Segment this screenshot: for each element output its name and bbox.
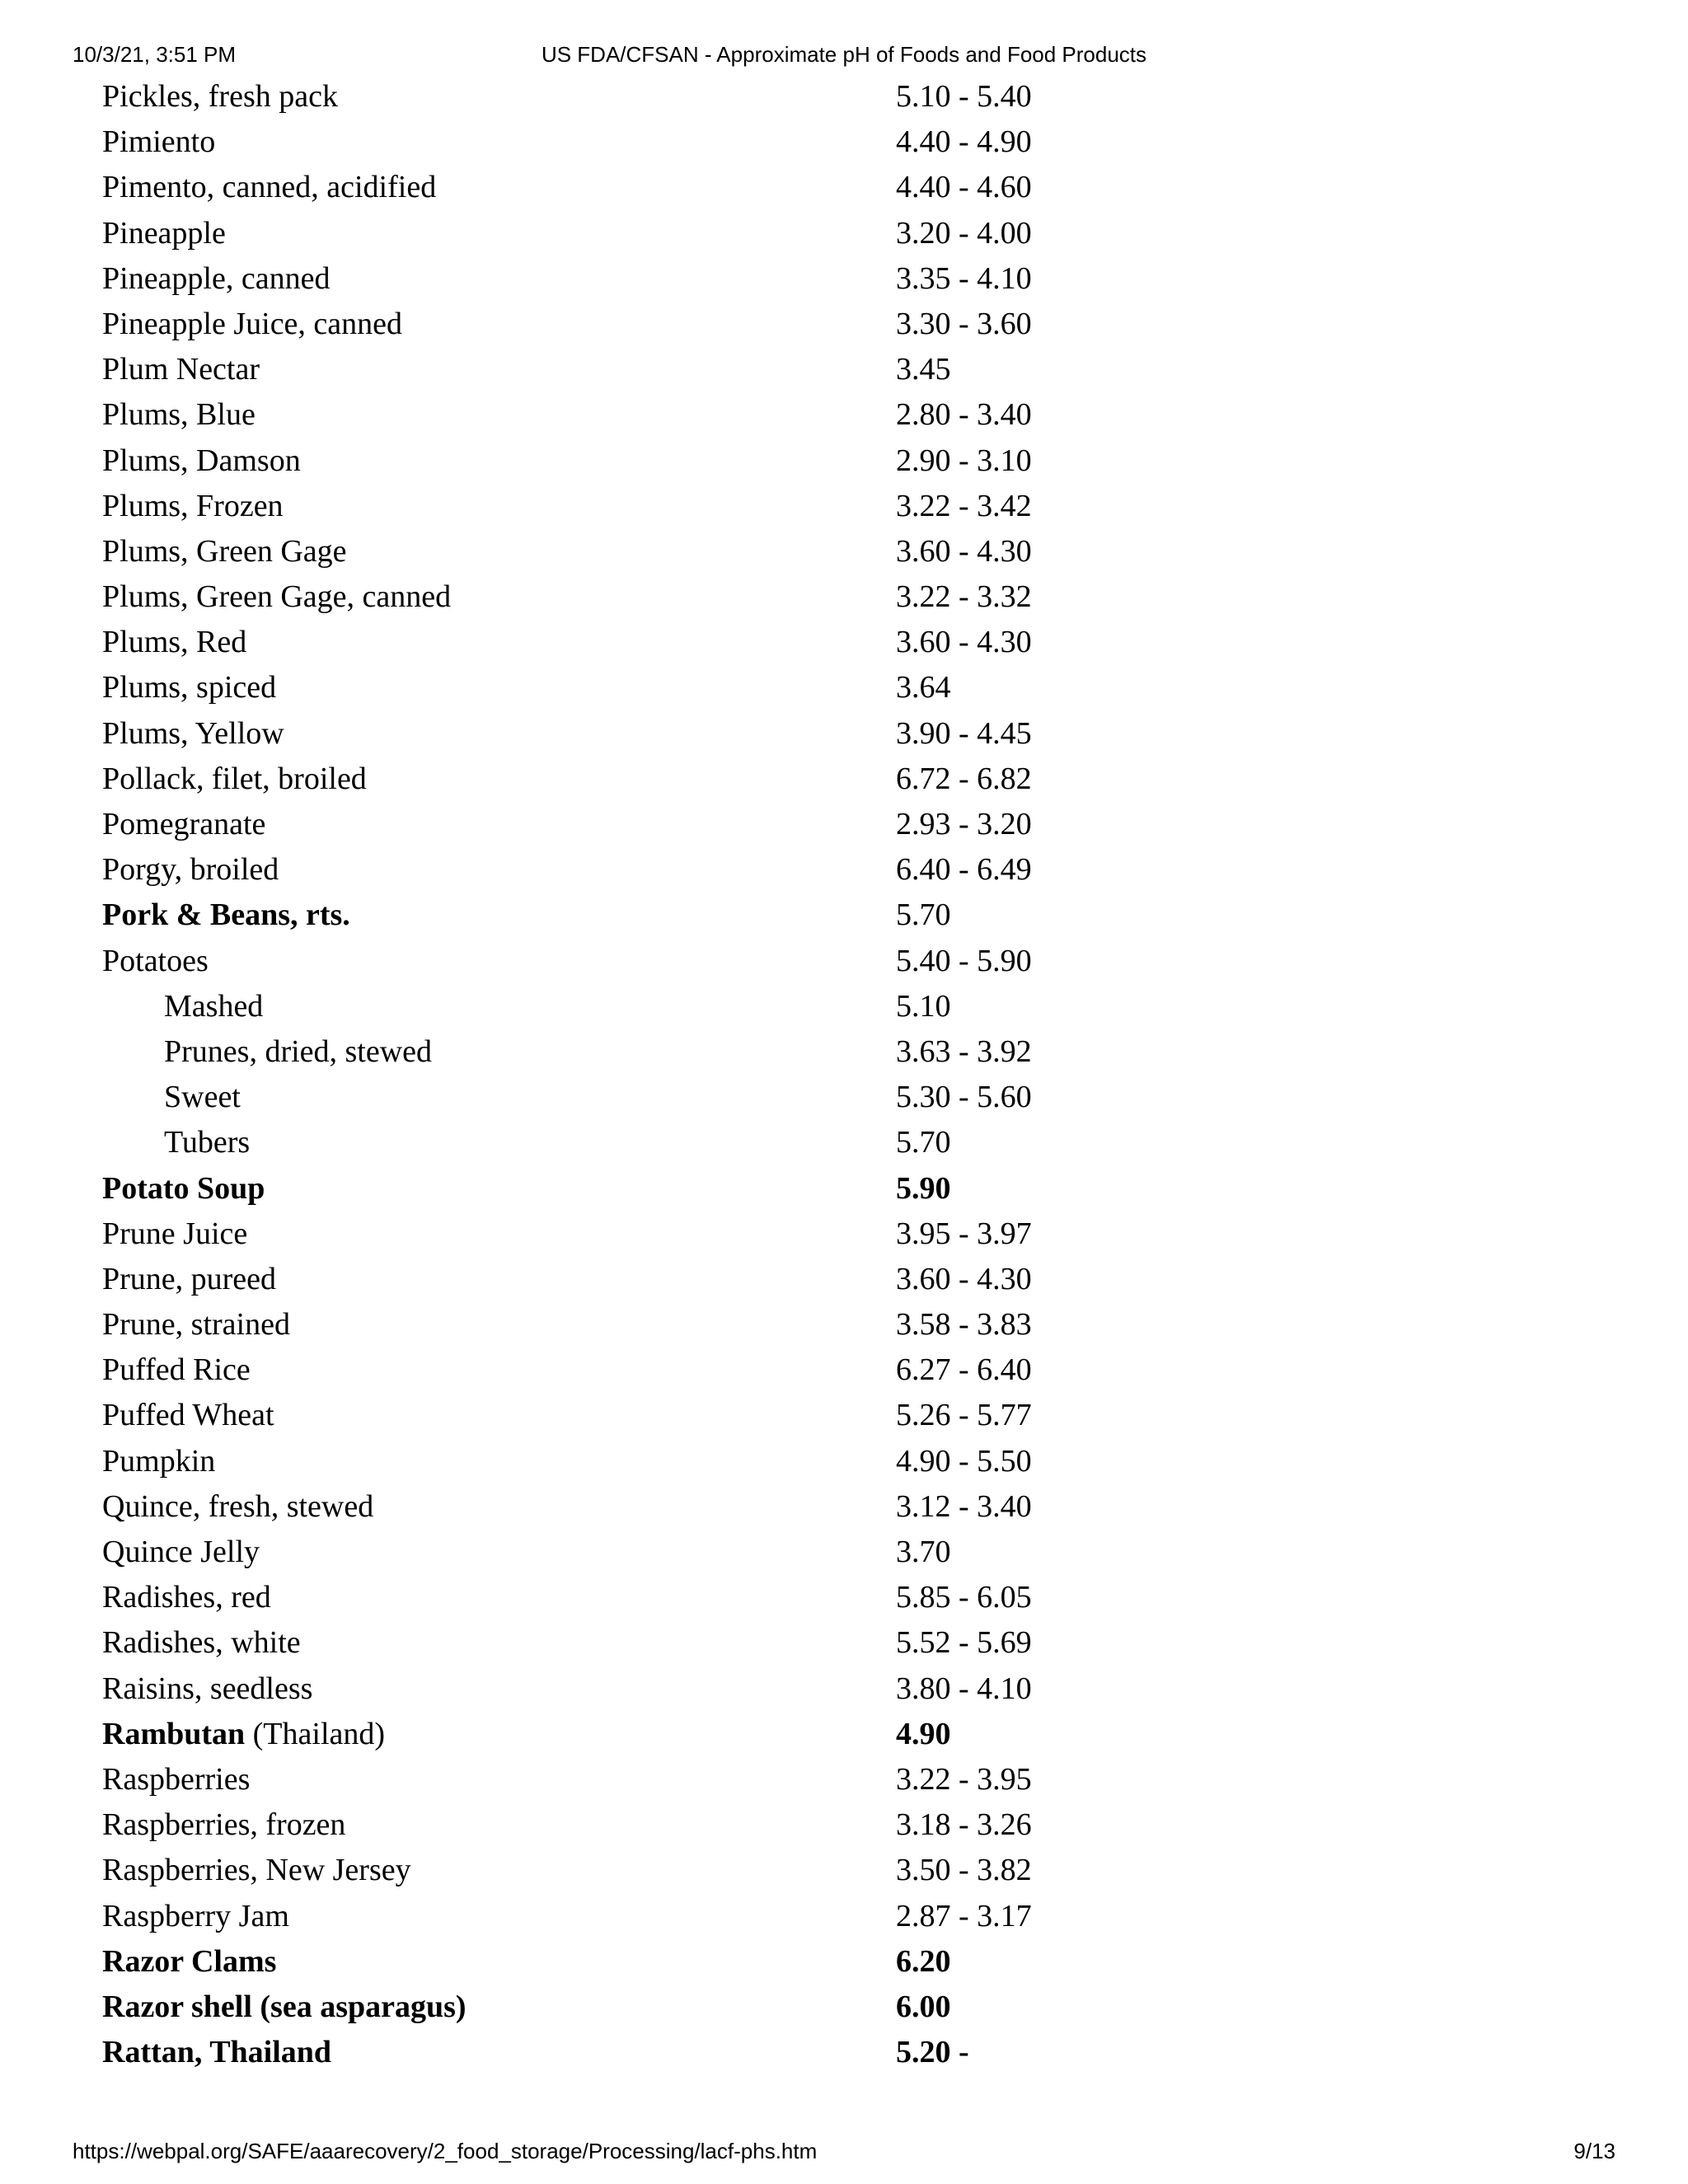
table-row bbox=[102, 1530, 1091, 1575]
ph-value: 2.87 - 3.17 bbox=[896, 1898, 1032, 1933]
table-row bbox=[102, 939, 1091, 984]
ph-value: 4.40 - 4.60 bbox=[896, 170, 1032, 205]
page-number: 9/13 bbox=[1573, 2139, 1615, 2163]
food-name-text: Raisins, seedless bbox=[102, 1671, 313, 1706]
table-row bbox=[102, 392, 1091, 438]
food-name bbox=[102, 392, 256, 438]
table-row bbox=[102, 1620, 1091, 1666]
food-name bbox=[102, 893, 350, 938]
food-name-text: Quince, fresh, stewed bbox=[102, 1488, 374, 1524]
food-name-text: Pomegranate bbox=[102, 807, 266, 841]
ph-value: 5.10 bbox=[896, 988, 951, 1024]
ph-value: 5.70 bbox=[896, 898, 951, 933]
food-name-text: Raspberries bbox=[102, 1761, 251, 1797]
food-name-text: Pimiento bbox=[102, 124, 216, 160]
food-name-text: Pollack, filet, broiled bbox=[102, 761, 367, 796]
table-row bbox=[102, 1484, 1091, 1530]
food-name-text: Prune, pureed bbox=[102, 1261, 277, 1296]
food-name-text: Razor Clams bbox=[102, 1943, 277, 1979]
table-row bbox=[102, 620, 1091, 665]
food-name bbox=[164, 1120, 250, 1165]
food-name bbox=[164, 984, 263, 1029]
table-row bbox=[102, 1212, 1091, 1257]
food-name bbox=[102, 1484, 373, 1530]
food-name bbox=[102, 1620, 301, 1666]
food-name bbox=[102, 1212, 247, 1257]
food-name-text: Plums, Green Gage bbox=[102, 533, 347, 569]
table-row bbox=[102, 847, 1091, 893]
food-name-text: Prune, strained bbox=[102, 1307, 290, 1343]
food-name bbox=[102, 665, 276, 710]
food-name-text: Potato Soup bbox=[102, 1170, 265, 1206]
food-name-text: Pineapple bbox=[102, 215, 226, 251]
food-name-text: Pork & Beans, rts. bbox=[102, 898, 350, 933]
food-name-text: Radishes, red bbox=[102, 1580, 271, 1615]
ph-table bbox=[102, 74, 1091, 2075]
food-name bbox=[164, 1075, 241, 1120]
table-row bbox=[102, 1666, 1091, 1712]
table-row bbox=[102, 1302, 1091, 1347]
ph-value: 5.90 bbox=[896, 1170, 951, 1206]
ph-value: 2.80 - 3.40 bbox=[896, 397, 1032, 433]
food-name-text: Pimento, canned, acidified bbox=[102, 170, 437, 205]
ph-value: 6.20 bbox=[896, 1943, 951, 1979]
food-name-text: Mashed bbox=[164, 988, 264, 1024]
food-name-text: Pineapple, canned bbox=[102, 260, 331, 296]
ph-value: 3.22 - 3.95 bbox=[896, 1761, 1032, 1797]
table-row bbox=[102, 74, 1091, 120]
ph-value: 3.50 - 3.82 bbox=[896, 1853, 1032, 1888]
ph-value: 6.40 - 6.49 bbox=[896, 852, 1032, 888]
food-name bbox=[164, 1029, 432, 1075]
food-name-text: Raspberry Jam bbox=[102, 1898, 289, 1933]
source-url: https://webpal.org/SAFE/aaarecovery/2_food_storage/Processing/lacf-phs.htm bbox=[73, 2139, 818, 2163]
table-row bbox=[102, 1894, 1091, 1939]
print-header bbox=[73, 40, 1615, 69]
ph-value: 3.60 - 4.30 bbox=[896, 533, 1032, 569]
food-name-text: Sweet bbox=[164, 1080, 241, 1115]
ph-value: 3.45 bbox=[896, 352, 951, 387]
food-name-text: Plums, Yellow bbox=[102, 715, 284, 751]
food-name-text: Pineapple Juice, canned bbox=[102, 306, 403, 341]
table-row bbox=[102, 256, 1091, 302]
ph-value: 5.20 - bbox=[896, 2035, 969, 2070]
food-name bbox=[102, 847, 279, 893]
table-row bbox=[102, 1029, 1091, 1075]
ph-value: 3.95 - 3.97 bbox=[896, 1216, 1032, 1251]
food-name bbox=[102, 757, 367, 802]
food-name-text: Razor shell (sea asparagus) bbox=[102, 1989, 467, 2024]
food-name bbox=[102, 1530, 260, 1575]
ph-value: 3.20 - 4.00 bbox=[896, 215, 1032, 251]
ph-value: 6.27 - 6.40 bbox=[896, 1352, 1032, 1388]
food-name bbox=[102, 1257, 276, 1302]
food-name bbox=[102, 484, 284, 529]
table-row bbox=[102, 893, 1091, 938]
table-row bbox=[102, 165, 1091, 210]
table-row bbox=[102, 1439, 1091, 1484]
ph-value: 6.00 bbox=[896, 1989, 951, 2024]
table-row bbox=[102, 574, 1091, 620]
food-name-text: Raspberries, New Jersey bbox=[102, 1853, 411, 1888]
ph-value: 2.93 - 3.20 bbox=[896, 807, 1032, 841]
food-name-text: Plums, Green Gage, canned bbox=[102, 579, 452, 615]
print-footer bbox=[73, 2136, 1615, 2166]
food-name bbox=[102, 1575, 271, 1620]
food-name bbox=[102, 1302, 290, 1347]
food-name bbox=[102, 1939, 276, 1985]
food-name-text: Porgy, broiled bbox=[102, 852, 279, 888]
table-row bbox=[102, 984, 1091, 1029]
table-row bbox=[102, 802, 1091, 847]
ph-value: 3.80 - 4.10 bbox=[896, 1671, 1032, 1706]
table-row bbox=[102, 211, 1091, 256]
ph-value: 3.12 - 3.40 bbox=[896, 1488, 1032, 1524]
food-name bbox=[102, 1666, 312, 1712]
food-name-text: Puffed Rice bbox=[102, 1352, 251, 1388]
food-name-text: Plums, Red bbox=[102, 625, 247, 660]
food-name-text: Rattan, Thailand bbox=[102, 2035, 332, 2070]
food-name bbox=[102, 211, 226, 256]
food-name bbox=[102, 802, 265, 847]
table-row bbox=[102, 1166, 1091, 1212]
table-row bbox=[102, 302, 1091, 347]
food-name bbox=[102, 438, 301, 484]
ph-value: 3.64 bbox=[896, 670, 951, 705]
ph-value: 3.70 bbox=[896, 1535, 951, 1569]
ph-value: 5.30 - 5.60 bbox=[896, 1080, 1032, 1115]
ph-value: 5.10 - 5.40 bbox=[896, 79, 1032, 114]
food-name bbox=[102, 1166, 265, 1212]
food-name-text: Plum Nectar bbox=[102, 352, 260, 387]
food-name bbox=[102, 2030, 331, 2075]
food-name-text: Prune Juice bbox=[102, 1216, 248, 1251]
ph-value: 3.22 - 3.32 bbox=[896, 579, 1032, 615]
food-name bbox=[102, 1439, 215, 1484]
table-row bbox=[102, 120, 1091, 165]
food-name bbox=[102, 256, 330, 302]
table-row bbox=[102, 1120, 1091, 1165]
ph-value: 3.22 - 3.42 bbox=[896, 488, 1032, 523]
ph-value: 4.90 - 5.50 bbox=[896, 1443, 1032, 1479]
food-name bbox=[102, 939, 209, 984]
ph-value: 5.52 - 5.69 bbox=[896, 1625, 1032, 1661]
table-row bbox=[102, 1848, 1091, 1893]
table-row bbox=[102, 2030, 1091, 2075]
ph-value: 2.90 - 3.10 bbox=[896, 443, 1032, 478]
table-row bbox=[102, 1075, 1091, 1120]
table-row bbox=[102, 484, 1091, 529]
ph-value: 3.30 - 3.60 bbox=[896, 306, 1032, 341]
food-name bbox=[102, 711, 284, 757]
food-name bbox=[102, 1802, 345, 1848]
page-title: US FDA/CFSAN - Approximate pH of Foods and Food Products bbox=[541, 42, 1147, 67]
ph-value: 3.60 - 4.30 bbox=[896, 625, 1032, 660]
table-row bbox=[102, 665, 1091, 710]
table-row bbox=[102, 438, 1091, 484]
food-name bbox=[102, 1848, 411, 1893]
table-row bbox=[102, 1347, 1091, 1393]
table-row bbox=[102, 1985, 1091, 2030]
table-row bbox=[102, 529, 1091, 574]
table-row bbox=[102, 1757, 1091, 1802]
ph-value: 3.35 - 4.10 bbox=[896, 260, 1032, 296]
food-name-text: Puffed Wheat bbox=[102, 1398, 274, 1433]
food-name bbox=[102, 1985, 467, 2030]
food-name-text: Plums, Blue bbox=[102, 397, 256, 433]
food-name-text: Tubers bbox=[164, 1125, 251, 1160]
food-name-text: Plums, Frozen bbox=[102, 488, 284, 523]
food-name bbox=[102, 1757, 250, 1802]
ph-value: 5.70 bbox=[896, 1125, 951, 1160]
table-row bbox=[102, 347, 1091, 392]
ph-value: 3.63 - 3.92 bbox=[896, 1033, 1032, 1069]
food-name bbox=[102, 74, 338, 120]
food-name-text: Radishes, white bbox=[102, 1625, 301, 1661]
ph-value: 3.58 - 3.83 bbox=[896, 1307, 1032, 1343]
ph-value: 5.85 - 6.05 bbox=[896, 1580, 1032, 1615]
table-row bbox=[102, 711, 1091, 757]
table-row bbox=[102, 1575, 1091, 1620]
table-row bbox=[102, 1393, 1091, 1438]
table-row bbox=[102, 1802, 1091, 1848]
print-datetime: 10/3/21, 3:51 PM bbox=[73, 42, 237, 67]
table-row bbox=[102, 1712, 1091, 1757]
food-name bbox=[102, 347, 260, 392]
ph-value: 4.90 bbox=[896, 1716, 951, 1751]
food-name bbox=[102, 574, 451, 620]
ph-value: 5.40 - 5.90 bbox=[896, 943, 1032, 978]
ph-value: 4.40 - 4.90 bbox=[896, 124, 1032, 160]
food-name bbox=[102, 1894, 289, 1939]
food-name bbox=[102, 1712, 385, 1757]
ph-value: 5.26 - 5.77 bbox=[896, 1398, 1032, 1433]
ph-value: 3.60 - 4.30 bbox=[896, 1261, 1032, 1296]
food-name bbox=[102, 1347, 251, 1393]
food-name bbox=[102, 529, 347, 574]
table-row bbox=[102, 1939, 1091, 1985]
food-name-text: Plums, Damson bbox=[102, 443, 301, 478]
food-name bbox=[102, 302, 402, 347]
food-name bbox=[102, 1393, 274, 1438]
food-name-text: Potatoes bbox=[102, 943, 209, 978]
ph-value: 3.18 - 3.26 bbox=[896, 1807, 1032, 1843]
food-name-text: Quince Jelly bbox=[102, 1535, 260, 1569]
food-name-text: Rambutan bbox=[102, 1716, 246, 1751]
food-name-suffix: (Thailand) bbox=[245, 1716, 386, 1751]
food-name-text: Pumpkin bbox=[102, 1443, 216, 1479]
food-name-text: Raspberries, frozen bbox=[102, 1807, 346, 1843]
food-name bbox=[102, 165, 436, 210]
food-name-text: Plums, spiced bbox=[102, 670, 277, 705]
ph-value: 6.72 - 6.82 bbox=[896, 761, 1032, 796]
food-name-text: Prunes, dried, stewed bbox=[164, 1033, 433, 1069]
food-name bbox=[102, 620, 246, 665]
table-row bbox=[102, 1257, 1091, 1302]
table-row bbox=[102, 757, 1091, 802]
food-name-text: Pickles, fresh pack bbox=[102, 79, 338, 114]
ph-value: 3.90 - 4.45 bbox=[896, 715, 1032, 751]
food-name bbox=[102, 120, 215, 165]
